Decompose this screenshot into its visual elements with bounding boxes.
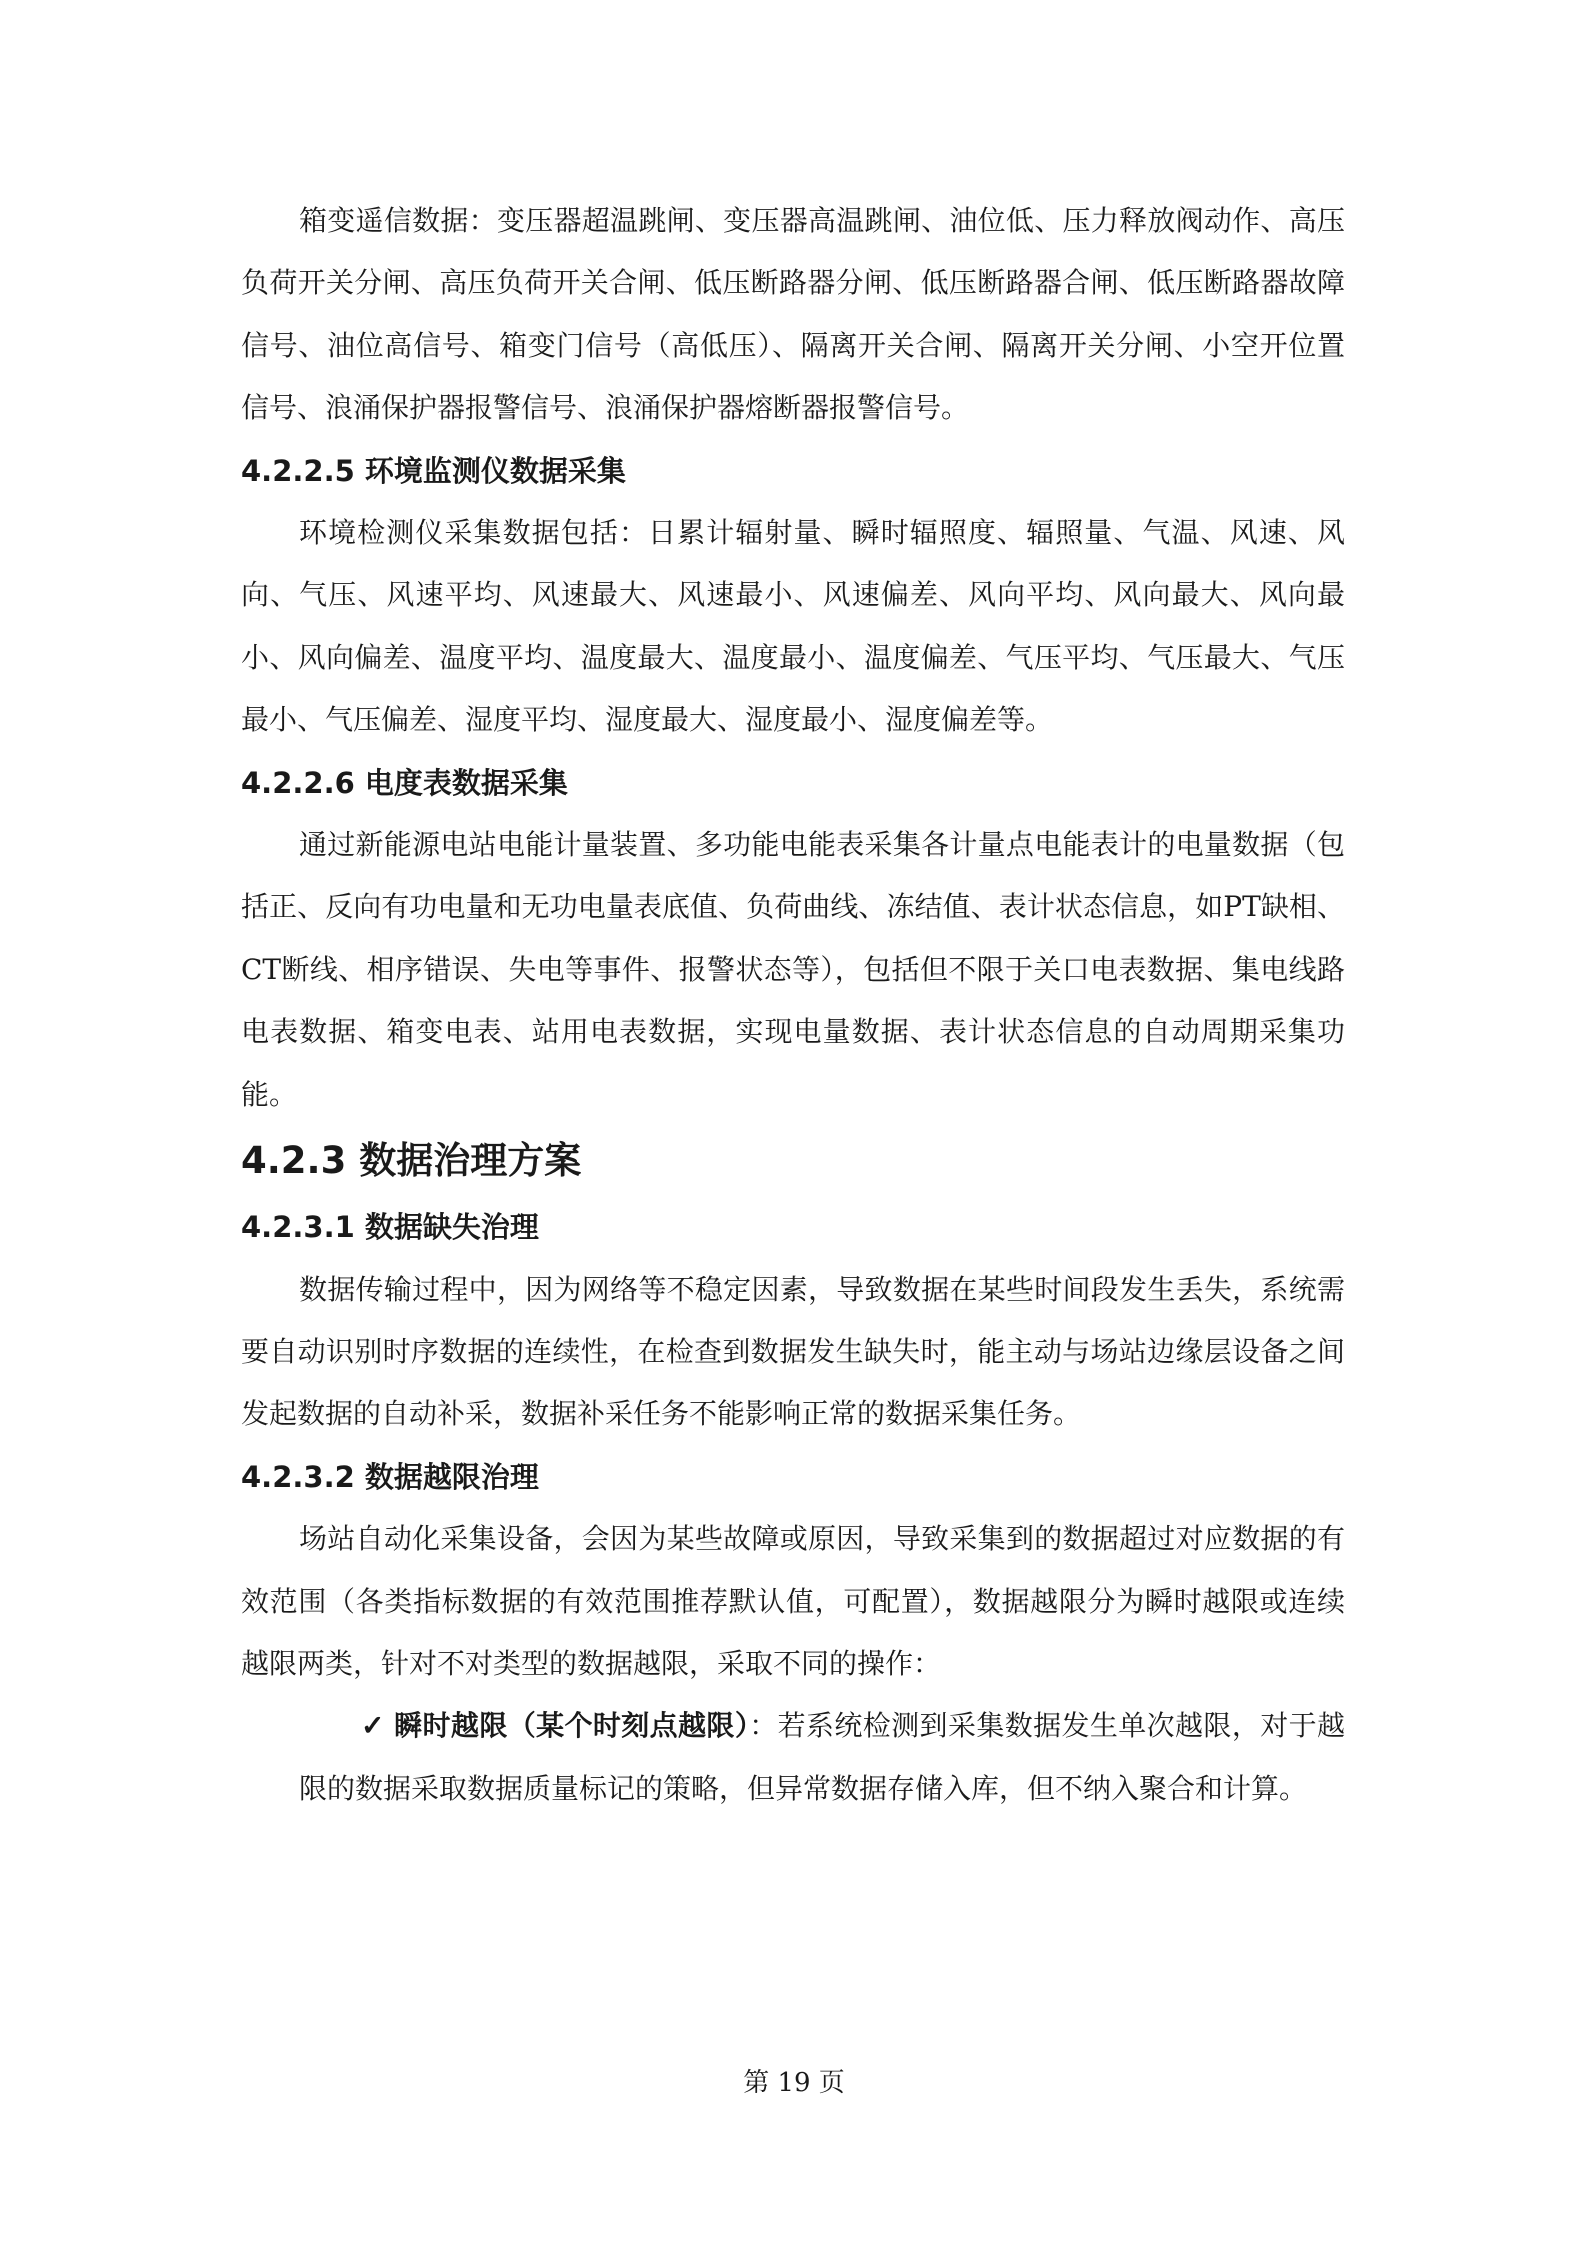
- paragraph-env-monitor: 环境检测仪采集数据包括：日累计辐射量、瞬时辐照度、辐照量、气温、风速、风向、气压、风速平均、风速最大、风速最小、风速偏差、风向平均、风向最大、风向最小、风向偏差、温度平均、温度最大、温度最小、温度偏差、气压平均、气压最大、气压最小、气压偏差、湿度平均、湿度最大、湿度最小、湿度偏差等。: [241, 516, 1345, 737]
- heading-4-2-2-6: 4.2.2.6 电度表数据采集: [241, 765, 568, 800]
- checkmark-icon: ✓: [361, 1709, 385, 1743]
- paragraph-meter: 通过新能源电站电能计量装置、多功能电能表采集各计量点电能表计的电量数据（包括正、反向有功电量和无功电量表底值、负荷曲线、冻结值、表计状态信息，如PT缺相、CT断线、相序错误、失电等事件、报警状态等），包括但不限于关口电表数据、集电线路电表数据、箱变电表、站用电表数据，实现电量数据、表计状态信息的自动周期采集功能。: [241, 828, 1345, 1111]
- page-content: [241, 190, 1345, 1820]
- bullet-lead: 瞬时越限（某个时刻点越限）: [394, 1709, 750, 1743]
- heading-4-2-3-1: 4.2.3.1 数据缺失治理: [241, 1210, 539, 1245]
- page-number: 第 19 页: [743, 2068, 845, 2098]
- heading-4-2-3-2: 4.2.3.2 数据越限治理: [241, 1459, 539, 1494]
- bullet-instant-overlimit: [299, 1695, 1345, 1820]
- heading-4-2-2-5: 4.2.2.5 环境监测仪数据采集: [241, 453, 626, 488]
- paragraph-box-transformer-signals: 箱变遥信数据：变压器超温跳闸、变压器高温跳闸、油位低、压力释放阀动作、高压负荷开关分闸、高压负荷开关合闸、低压断路器分闸、低压断路器合闸、低压断路器故障信号、油位高信号、箱变门信号（高低压）、隔离开关合闸、隔离开关分闸、小空开位置信号、浪涌保护器报警信号、浪涌保护器熔断器报警信号。: [241, 204, 1345, 425]
- paragraph-missing-data: 数据传输过程中，因为网络等不稳定因素，导致数据在某些时间段发生丢失，系统需要自动识别时序数据的连续性，在检查到数据发生缺失时，能主动与场站边缘层设备之间发起数据的自动补采，数据补采任务不能影响正常的数据采集任务。: [241, 1272, 1345, 1431]
- bullet-text: ：若系统检测到采集数据发生单次越限，对于越限的数据采取数据质量标记的策略，但异常数据存储入库，但不纳入聚合和计算。: [299, 1709, 1345, 1805]
- paragraph-overlimit: 场站自动化采集设备，会因为某些故障或原因，导致采集到的数据超过对应数据的有效范围（各类指标数据的有效范围推荐默认值，可配置），数据越限分为瞬时越限或连续越限两类，针对不对类型的数据越限，采取不同的操作：: [241, 1522, 1345, 1680]
- heading-4-2-3: 4.2.3 数据治理方案: [241, 1139, 582, 1183]
